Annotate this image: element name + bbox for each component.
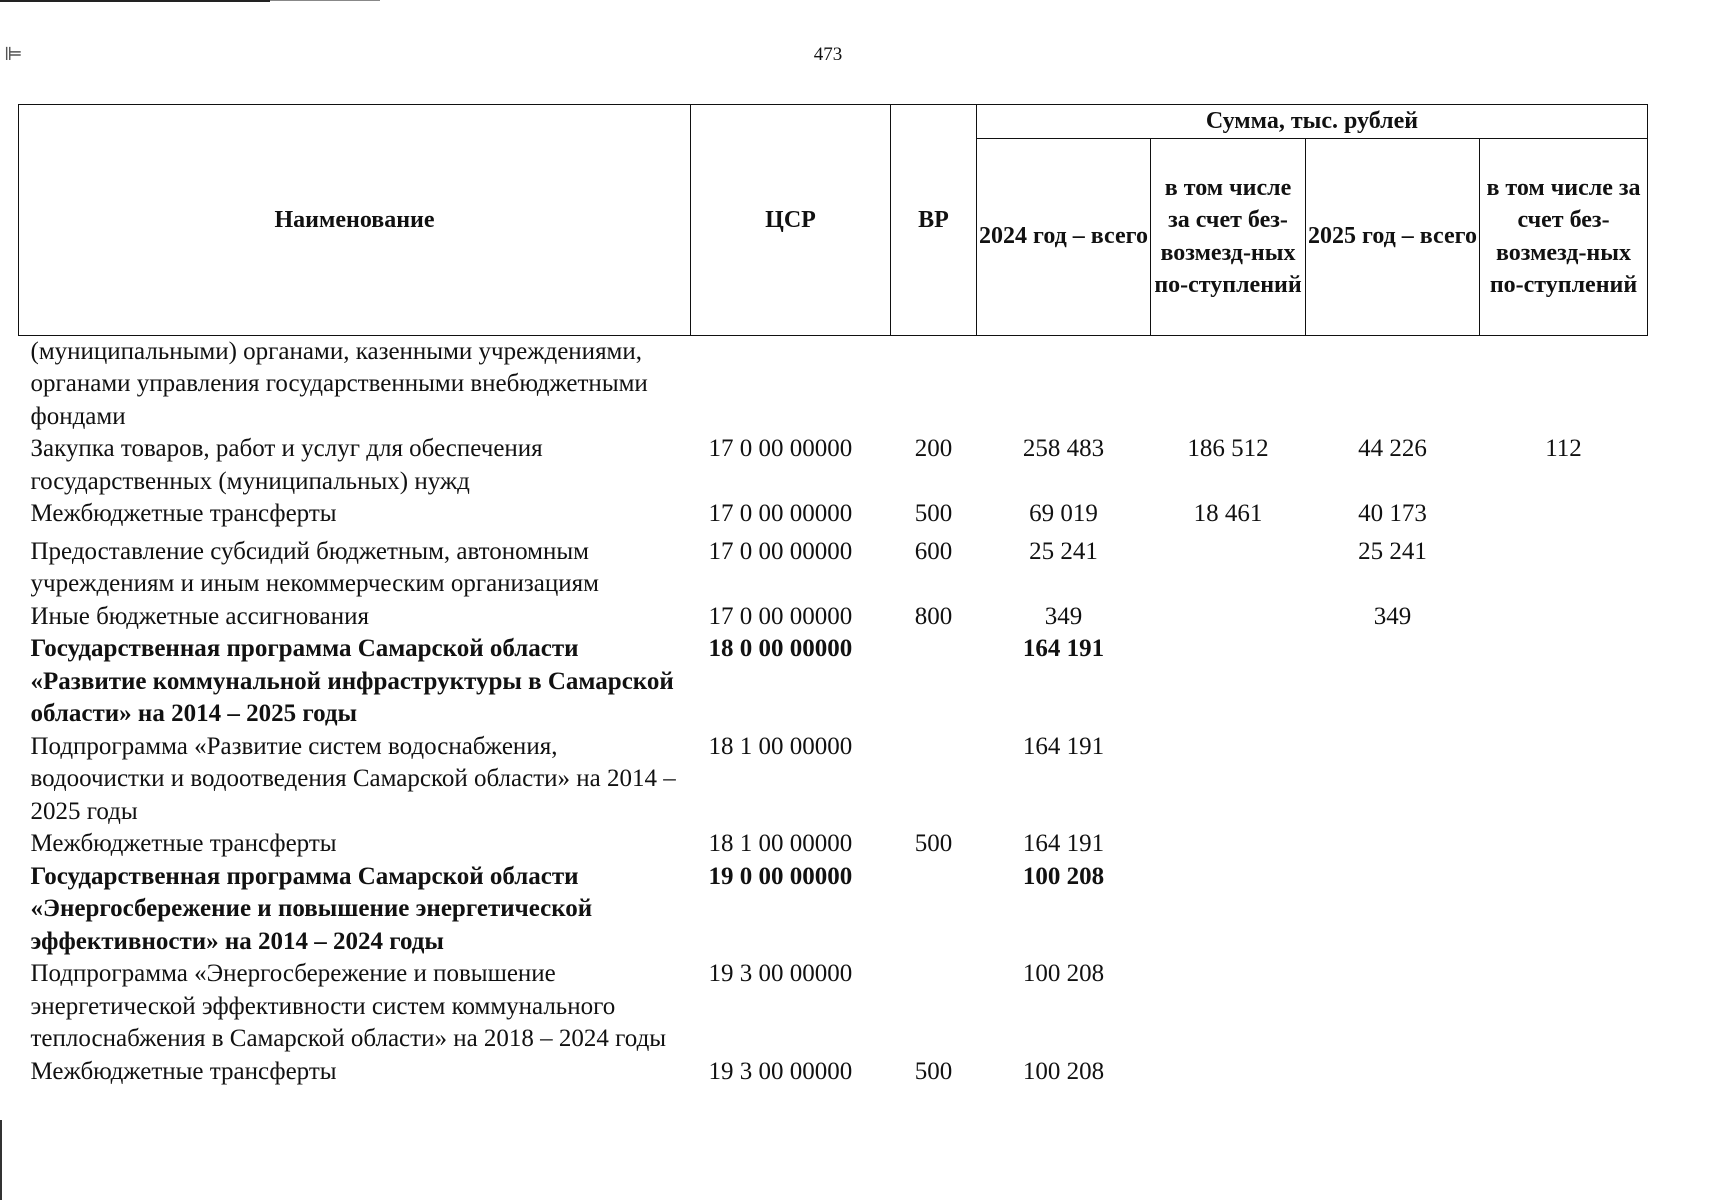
row-csr: 18 1 00 00000 — [708, 830, 853, 857]
row-2025-total: 40 173 — [1358, 500, 1427, 527]
row-vr — [891, 633, 977, 731]
row-2025-free — [1480, 861, 1648, 959]
row-2025-free — [1480, 731, 1648, 829]
row-2024-free — [1151, 531, 1306, 601]
header-sum-group: Сумма, тыс. рублей — [977, 105, 1648, 139]
row-csr: 18 0 00 00000 — [708, 635, 853, 662]
row-2025-total: 25 241 — [1358, 537, 1427, 565]
row-2024-free — [1151, 633, 1306, 731]
row-name: Межбюджетные трансферты — [30, 830, 337, 857]
scan-edge-left — [0, 1120, 2, 1200]
row-2024-free — [1151, 335, 1306, 433]
row-csr: 17 0 00 00000 — [708, 500, 853, 527]
row-name: Государственная программа Самарской области «Энергосбережение и повышение энергетической эффективности» на 2014 – 2024 годы — [30, 862, 593, 955]
row-2025-free — [1480, 828, 1648, 861]
row-2024-free: 18 461 — [1193, 500, 1263, 527]
row-2025-total — [1306, 861, 1480, 959]
table-row — [19, 958, 1648, 1056]
row-2024-total: 258 483 — [1022, 435, 1105, 462]
row-2025-total: 44 226 — [1358, 435, 1427, 462]
header-csr: ЦСР — [691, 105, 891, 336]
row-vr — [891, 731, 977, 829]
row-name: Подпрограмма «Развитие систем водоснабжения, водоочистки и водоотведения Самарской области» на 2014 – 2025 годы — [30, 732, 676, 825]
row-2025-free — [1480, 498, 1648, 531]
table-row — [19, 828, 1648, 861]
header-name: Наименование — [19, 105, 691, 336]
row-2025-total — [1306, 731, 1480, 829]
row-2024-total — [977, 335, 1151, 433]
row-2025-free — [1480, 335, 1648, 433]
row-2025-total — [1306, 335, 1480, 433]
row-2024-total: 164 191 — [1022, 830, 1105, 857]
row-2024-free — [1151, 828, 1306, 861]
row-name: Межбюджетные трансферты — [30, 500, 337, 527]
row-2025-free — [1480, 601, 1648, 634]
row-csr: 17 0 00 00000 — [708, 435, 853, 462]
page-number: 473 — [813, 44, 843, 65]
row-name: (муниципальными) органами, казенными учреждениями, органами управления государственными внебюджетными фондами — [30, 337, 648, 430]
row-csr: 18 1 00 00000 — [708, 732, 853, 760]
row-2024-total: 69 019 — [1029, 500, 1098, 527]
header-2024-free: в том числе за счет без-возмезд-ных по-ступлений — [1151, 138, 1306, 335]
table-row — [19, 601, 1648, 634]
row-name: Иные бюджетные ассигнования — [30, 602, 370, 630]
row-2024-free — [1151, 861, 1306, 959]
row-2024-total: 164 191 — [1022, 732, 1105, 760]
table-row — [19, 498, 1648, 531]
row-vr: 200 — [914, 435, 953, 462]
row-vr: 800 — [914, 602, 953, 630]
table-row — [19, 633, 1648, 731]
row-2024-total: 164 191 — [1022, 635, 1105, 662]
table-row — [19, 861, 1648, 959]
scan-edge-top — [0, 0, 270, 2]
header-2025-total: 2025 год – всего — [1306, 138, 1480, 335]
table-header — [19, 105, 1648, 336]
row-csr: 19 0 00 00000 — [708, 862, 853, 890]
row-name: Подпрограмма «Энергосбережение и повышение энергетической эффективности систем коммунального теплоснабжения в Самарской области» на 2018 – 2024 годы — [30, 960, 667, 1052]
header-2024-total: 2024 год – всего — [977, 138, 1151, 335]
row-2024-total: 349 — [1044, 602, 1083, 630]
row-name: Предоставление субсидий бюджетным, автономным учреждениям и иным некоммерческим организациям — [30, 537, 599, 597]
row-csr: 17 0 00 00000 — [708, 602, 853, 630]
row-csr: 19 3 00 00000 — [708, 1057, 853, 1085]
row-2025-total — [1306, 828, 1480, 861]
scan-edge-top-thin — [270, 0, 380, 1]
header-2025-free: в том числе за счет без-возмезд-ных по-ступлений — [1480, 138, 1648, 335]
row-csr: 19 3 00 00000 — [708, 960, 853, 987]
budget-table — [18, 104, 1648, 1088]
row-2024-total: 100 208 — [1022, 1057, 1105, 1085]
table-body — [19, 335, 1648, 1088]
row-2025-free — [1480, 633, 1648, 731]
row-csr — [691, 335, 891, 433]
header-vr: ВР — [891, 105, 977, 336]
table-row — [19, 433, 1648, 498]
table-row — [19, 531, 1648, 601]
row-vr — [891, 958, 977, 1056]
row-2024-free — [1151, 601, 1306, 634]
row-vr: 500 — [914, 1057, 953, 1085]
row-2025-free — [1480, 958, 1648, 1056]
table-row — [19, 731, 1648, 829]
row-2025-total — [1306, 633, 1480, 731]
row-2025-free — [1480, 531, 1648, 601]
row-vr: 600 — [914, 537, 953, 565]
row-2024-total: 25 241 — [1029, 537, 1098, 565]
row-2024-free — [1151, 731, 1306, 829]
row-csr: 17 0 00 00000 — [708, 537, 853, 565]
row-2024-free — [1151, 958, 1306, 1056]
row-2024-free — [1151, 1056, 1306, 1089]
row-name: Закупка товаров, работ и услуг для обеспечения государственных (муниципальных) нужд — [30, 435, 543, 495]
row-name: Межбюджетные трансферты — [30, 1057, 337, 1085]
row-2025-total: 349 — [1373, 602, 1412, 630]
row-2024-free: 186 512 — [1187, 435, 1269, 462]
row-vr — [891, 335, 977, 433]
row-2025-free — [1480, 1056, 1648, 1089]
table-row — [19, 335, 1648, 433]
row-2025-total — [1306, 958, 1480, 1056]
row-name: Государственная программа Самарской области «Развитие коммунальной инфраструктуры в Самарской области» на 2014 – 2025 годы — [30, 635, 674, 727]
row-vr: 500 — [914, 500, 953, 527]
row-vr — [891, 861, 977, 959]
row-2025-total — [1306, 1056, 1480, 1089]
row-2025-free: 112 — [1545, 435, 1582, 462]
table-row — [19, 1056, 1648, 1089]
row-vr: 500 — [914, 830, 953, 857]
row-2024-total: 100 208 — [1022, 960, 1105, 987]
scan-corner-mark: ⊫ — [4, 44, 23, 64]
row-2024-total: 100 208 — [1022, 862, 1105, 890]
